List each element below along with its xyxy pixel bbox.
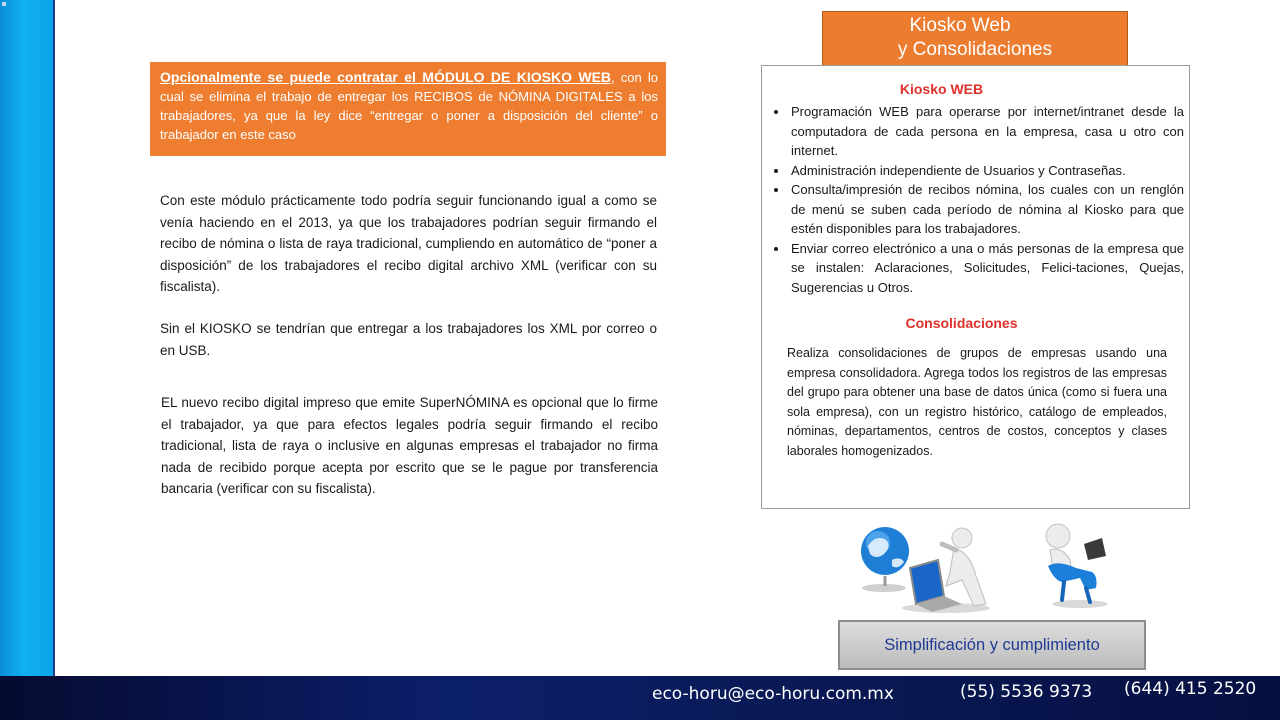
footer-contact-bar	[0, 676, 1280, 720]
intro-rest: , con lo cual se elimina el trabajo de entregar los RECIBOS de NÓMINA DIGITALES a los trabajadores, ya que la ley dice “entregar o poner a disposición del cliente” o trabajador en este caso	[160, 70, 658, 142]
intro-lead: Opcionalmente se puede contratar el MÓDULO DE KIOSKO WEB	[160, 69, 612, 85]
consolidaciones-text: Realiza consolidaciones de grupos de empresas usando una empresa consolidadora. Agrega todos los registros de las empresas del grupo para obtener una base de datos única (como si fuera una sola empresa), con un registro histórico, catálogo de empleados, nóminas, departamentos, centros de costos, conceptos y clases laborales homogenizados.	[787, 346, 1167, 458]
left-accent-bar	[0, 0, 55, 676]
simplification-button[interactable]: Simplificación y cumplimiento	[838, 620, 1146, 670]
kiosko-heading: Kiosko WEB	[899, 81, 984, 97]
paragraph-without-kiosk: Sin el KIOSKO se tendrían que entregar a los trabajadores los XML por correo o en USB.	[160, 321, 657, 358]
feature-item: • Programación WEB para operarse por internet/intranet desde la computadora de cada persona en la empresa, casa u otro con internet.	[789, 102, 1184, 161]
footer-phone-mexico-city[interactable]: (55) 5536 9373	[960, 682, 1093, 702]
illustration-group	[858, 516, 1128, 616]
corner-marker	[2, 2, 6, 6]
kiosk-features-panel	[761, 65, 1190, 509]
paragraph-module: Con este módulo prácticamente todo podría seguir funcionando igual a como se venía haciendo en el 2013, ya que los trabajadores podrían seguir firmando el recibo de nómina o lista de raya tradicional, cumpliendo en automático de “poner a disposición” de los trabajadores el recibo digital archivo XML (verificar con su fiscalista).	[160, 193, 657, 294]
feature-item: • Administración independiente de Usuarios y Contraseñas.	[789, 161, 1184, 181]
footer-phone-sonora[interactable]: (644) 415 2520	[1124, 679, 1257, 699]
paragraph-printed-receipt: EL nuevo recibo digital impreso que emite SuperNÓMINA es opcional que lo firme el trabajador, ya que para efectos legales podría seguir firmando el recibo tradicional, lista de raya o inclusive en algunas empresas el trabajador no firma nada de recibido porque acepta por escrito que se le pague por transferencia bancaria (verificar con su fiscalista).	[161, 395, 658, 496]
globe-icon	[861, 527, 909, 592]
feature-item: • Enviar correo electrónico a una o más personas de la empresa que se instalen: Aclaraciones, Solicitudes, Felici-taciones, Quejas, Sugerencias u Otros.	[789, 239, 1184, 298]
footer-email[interactable]: eco-horu@eco-horu.com.mx	[652, 684, 894, 704]
person-chair-laptop-icon	[1046, 524, 1108, 608]
kiosk-title-line2: y Consolidaciones	[897, 39, 1053, 60]
kiosko-feature-list	[774, 102, 1184, 297]
consolidaciones-heading: Consolidaciones	[905, 315, 1018, 331]
kiosk-title-line1: Kiosko Web	[909, 15, 1011, 36]
feature-item: • Consulta/impresión de recibos nómina, los cuales con un renglón de menú se suben cada período de nómina al Kiosko para que estén disponibles para los trabajadores.	[789, 180, 1184, 239]
person-laptop-icon	[902, 528, 990, 613]
intro-callout	[150, 62, 666, 156]
kiosk-title-banner	[822, 11, 1128, 66]
